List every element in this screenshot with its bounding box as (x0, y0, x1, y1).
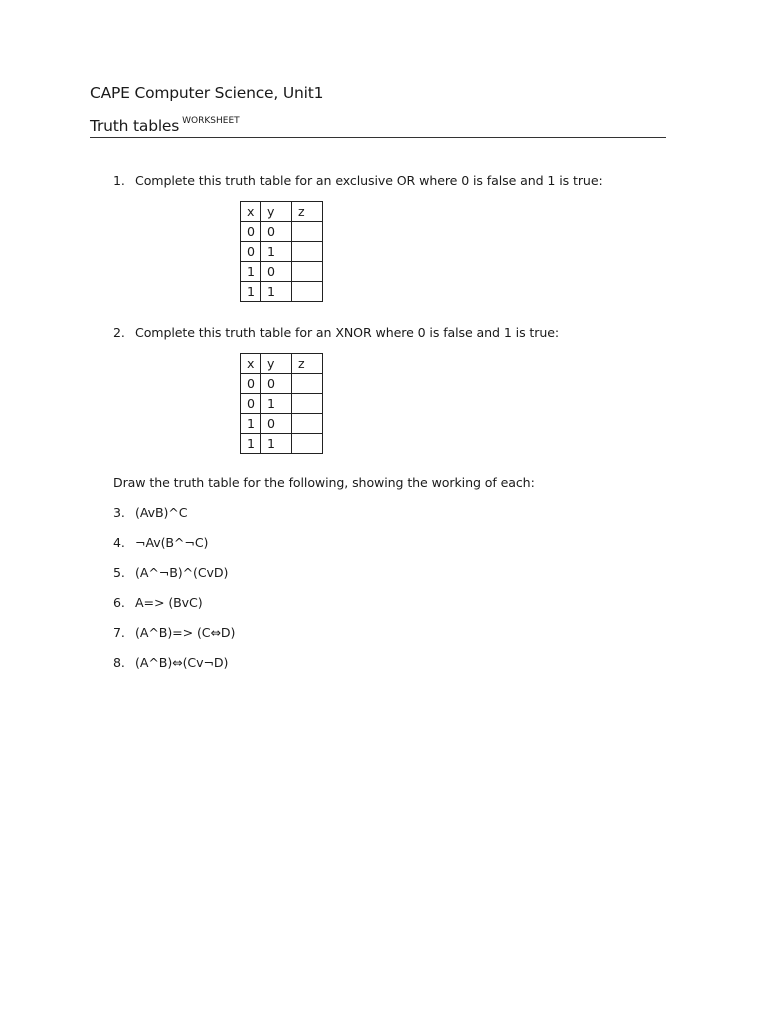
table-header-cell: y (261, 354, 292, 374)
page-title: CAPE Computer Science, Unit1 (90, 84, 324, 102)
question-text: Complete this truth table for an XNOR where 0 is false and 1 is true: (135, 325, 560, 340)
table-header-cell: z (292, 354, 323, 374)
table-header-row (241, 354, 323, 374)
answer-cell[interactable] (292, 414, 323, 434)
table-cell: 0 (241, 374, 261, 394)
expression-number: 4. (113, 535, 125, 550)
header-divider (90, 137, 666, 138)
table-cell: 1 (241, 262, 261, 282)
expression-text: (A^¬B)^(CvD) (135, 565, 229, 580)
table-row (241, 414, 323, 434)
table-cell: 1 (241, 414, 261, 434)
expression-number: 3. (113, 505, 125, 520)
answer-cell[interactable] (292, 394, 323, 414)
question-number: 1. (113, 173, 125, 188)
answer-cell[interactable] (292, 434, 323, 454)
expression-text: (AvB)^C (135, 505, 188, 520)
table-cell: 0 (261, 262, 292, 282)
subtitle-tag: WORKSHEET (182, 116, 240, 126)
instruction-text: Draw the truth table for the following, showing the working of each: (113, 475, 535, 490)
answer-cell[interactable] (292, 242, 323, 262)
table-header-cell: y (261, 202, 292, 222)
truth-table-1 (240, 201, 323, 302)
expression-text: A=> (BvC) (135, 595, 203, 610)
table-cell: 0 (241, 394, 261, 414)
question-text: Complete this truth table for an exclusive OR where 0 is false and 1 is true: (135, 173, 603, 188)
table-cell: 1 (241, 282, 261, 302)
table-header-cell: z (292, 202, 323, 222)
expression-text: (A^B)=> (C⇔D) (135, 625, 236, 640)
question-number: 2. (113, 325, 125, 340)
table-cell: 0 (241, 242, 261, 262)
table-cell: 0 (261, 414, 292, 434)
expression-number: 8. (113, 655, 125, 670)
table-cell: 1 (261, 282, 292, 302)
expression-text: ¬Av(B^¬C) (135, 535, 209, 550)
table-row (241, 262, 323, 282)
table-cell: 1 (241, 434, 261, 454)
table-row (241, 394, 323, 414)
answer-cell[interactable] (292, 262, 323, 282)
expression-number: 6. (113, 595, 125, 610)
page-subtitle (90, 116, 240, 135)
table-row (241, 242, 323, 262)
expression-number: 5. (113, 565, 125, 580)
answer-cell[interactable] (292, 374, 323, 394)
table-row (241, 374, 323, 394)
table-cell: 1 (261, 394, 292, 414)
expression-number: 7. (113, 625, 125, 640)
table-header-cell: x (241, 202, 261, 222)
answer-cell[interactable] (292, 282, 323, 302)
subtitle-text: Truth tables (90, 117, 180, 135)
table-cell: 1 (261, 434, 292, 454)
table-row (241, 222, 323, 242)
table-cell: 1 (261, 242, 292, 262)
table-cell: 0 (241, 222, 261, 242)
expression-text: (A^B)⇔(Cv¬D) (135, 655, 229, 670)
table-header-cell: x (241, 354, 261, 374)
answer-cell[interactable] (292, 222, 323, 242)
table-cell: 0 (261, 222, 292, 242)
table-cell: 0 (261, 374, 292, 394)
table-row (241, 282, 323, 302)
truth-table-2 (240, 353, 323, 454)
table-row (241, 434, 323, 454)
table-header-row (241, 202, 323, 222)
